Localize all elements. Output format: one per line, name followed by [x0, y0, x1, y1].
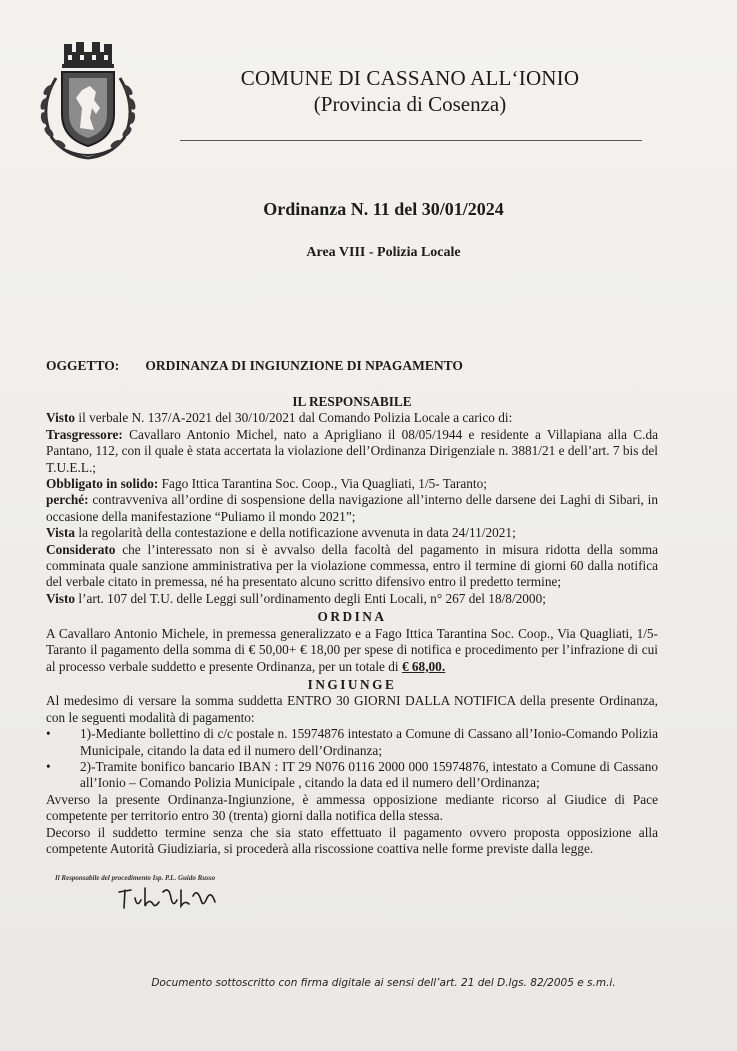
paragraph-enforcement: Decorso il suddetto termine senza che sia stato effettuato il pagamento ovvero proposta opposizione alla competente Autorità Giudiziaria, si procederà alla riscossione coattiva nelle forme previste dalla legge.: [46, 824, 658, 856]
vista-label: Vista: [46, 525, 76, 541]
municipality-title: COMUNE DI CASSANO ALL‘IONIO: [240, 66, 580, 90]
paragraph-ingiunge: Al medesimo di versare la somma suddetta ENTRO 30 GIORNI DALLA NOTIFICA della presente Ordinanza, con le seguenti modalità di pagamento:: [46, 693, 658, 725]
subject-line: [46, 358, 463, 374]
payment-method-bank-transfer: • 2)-Tramite bonifico bancario IBAN : IT 29 N076 0116 2000 000 15974876, intestato a Comune di Cassano all’Ionio – Comando Polizia Municipale , citando la data ed il numero dell’Ordinanza;: [46, 759, 658, 792]
paragraph-appeal: Avverso la presente Ordinanza-Ingiunzione, è ammessa opposizione mediante ricorso al Giudice di Pace competente per territorio entro 30 (trenta) giorni dalla notifica della stessa.: [46, 791, 658, 824]
visto-text: il verbale N. 137/A-2021 del 30/10/2021 dal Comando Polizia Locale a carico di:: [75, 410, 513, 426]
ordina-heading: ORDINA: [317, 609, 387, 625]
province-subtitle: (Provincia di Cosenza): [313, 92, 507, 116]
considerato-text: che l’interessato non si è avvalso della facoltà del pagamento in misura ridotta della somma comminata quale sanzione amministrativa per la violazione commessa, entro il termine di giorni 60 dalla notifica del verbale citato in premessa, né ha presentato alcuno scritto difensivo entro il predetto termine;: [46, 541, 658, 590]
paragraph-vista: [46, 525, 658, 541]
visto-art-label: Visto: [46, 590, 76, 606]
subject-label: OGGETTO:: [46, 358, 120, 373]
document-body: [46, 394, 658, 857]
perche-text: contravveniva all’ordine di sospensione della navigazione all’interno delle darsene dei Laghi di Sibari, in occasione della manifestazione “Puliamo il mondo 2021”;: [46, 492, 658, 524]
signatory-line: Il Responsabile del procedimento Isp. P.L. Guido Russo: [55, 874, 216, 882]
paragraph-perche: [46, 492, 658, 525]
obbligato-label: Obbligato in solido:: [46, 476, 159, 492]
obbligato-text: Fago Ittica Tarantina Soc. Coop., Via Quagliati, 1/5- Taranto;: [158, 476, 487, 492]
trasgressore-label: Trasgressore:: [46, 426, 123, 442]
paragraph-considerato: [46, 542, 658, 591]
header-divider: [180, 140, 642, 141]
municipal-coat-of-arms-icon: [36, 38, 140, 162]
payment-methods-list: [46, 726, 658, 792]
ordina-text: A Cavallaro Antonio Michele, in premessa generalizzato e a Fago Ittica Tarantina Soc. Coop., Via Quagliati, 1/5- Taranto il pagamento della somma di € 50,00+ € 18,00 per spese di notifica e procedimento per l’infrazione di cui al processo verbale suddetto e presente Ordinanza, per un totale di: [46, 625, 658, 674]
responsabile-heading: IL RESPONSABILE: [292, 394, 412, 409]
visto-art-text: l’art. 107 del T.U. delle Leggi sull’ordinamento degli Enti Locali, n° 267 del 18/8/2000;: [75, 590, 546, 606]
handwritten-signature: [115, 878, 225, 914]
vista-text: la regolarità della contestazione e della notificazione avvenuta in data 24/11/2021;: [75, 525, 516, 541]
payment-method-postal: • 1)-Mediante bollettino di c/c postale n. 15974876 intestato a Comune di Cassano all’Ionio-Comando Polizia Municipale, citando la data ed il numero dell’Ordinanza;: [46, 726, 658, 759]
visto-label: Visto: [46, 410, 76, 426]
digital-signature-note: Documento sottoscritto con firma digitale ai sensi dell’art. 21 del D.lgs. 82/2005 e s.m.i.: [151, 977, 616, 989]
paragraph-ordina: [46, 626, 658, 675]
paragraph-trasgressore: [46, 427, 658, 476]
ingiunge-heading: INGIUNGE: [307, 676, 397, 692]
considerato-label: Considerato: [46, 541, 116, 557]
paragraph-visto-art: [46, 591, 658, 607]
ordinance-title: Ordinanza N. 11 del 30/01/2024: [263, 199, 504, 219]
trasgressore-text: Cavallaro Antonio Michel, nato a Aprigliano il 08/05/1944 e residente a Villapiana alla C.da Pantano, 112, con il quale è stata accertata la violazione dell’Ordinanza Dirigenziale n. 3881/21 e dell’art. 7 bis del T.U.E.L.;: [46, 426, 658, 475]
paragraph-obbligato: [46, 476, 658, 492]
paragraph-visto: [46, 410, 658, 426]
total-amount: € 68,00.: [401, 658, 446, 674]
perche-label: perché:: [46, 492, 89, 508]
department-area: Area VIII - Polizia Locale: [306, 245, 461, 260]
subject-text: ORDINANZA DI INGIUNZIONE DI NPAGAMENTO: [145, 358, 463, 373]
